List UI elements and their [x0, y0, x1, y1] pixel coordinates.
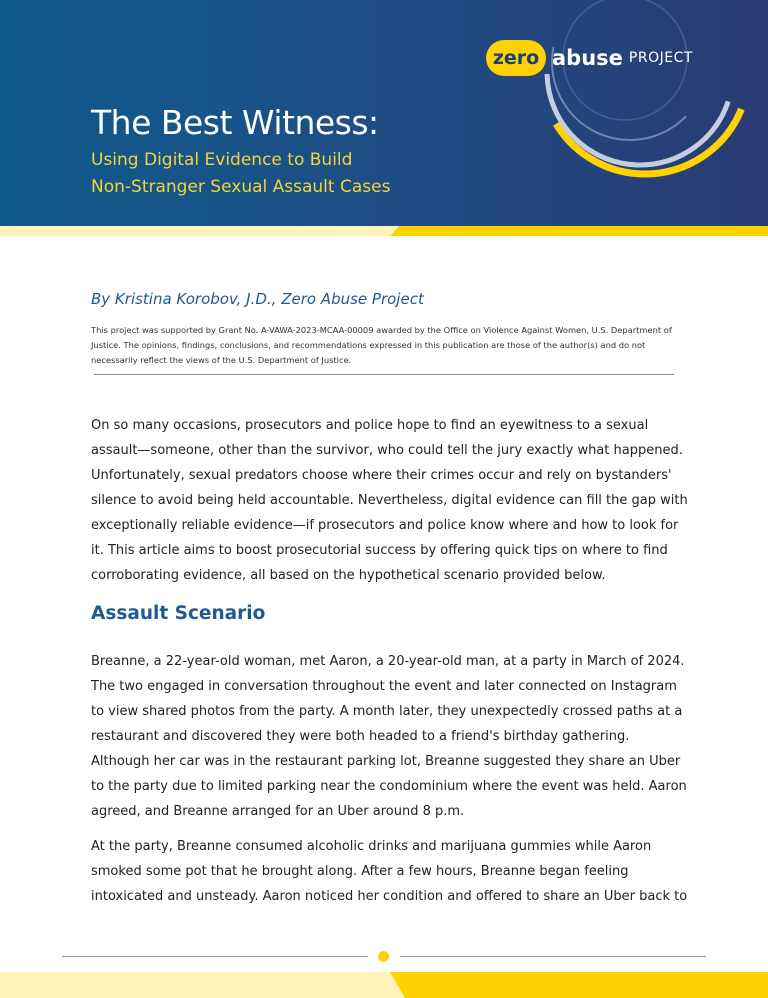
header-banner: [0, 0, 768, 232]
logo-project: PROJECT: [628, 50, 693, 66]
scenario-paragraph-1: Breanne, a 22-year-old woman, met Aaron, a 20-year-old man, at a party in March of 2024. The two engaged in conversation throughout the event and later connected on Instagram to view shared photos from the party. A month later, they unexpectedly crossed paths at a restaurant and discovered they were both headed to a friend's birthday gathering. Although her car was in the restaurant parking lot, Breanne suggested they share an Uber to the party due to limited parking near the condominium where the event was held. Aaron agreed, and Breanne arranged for an Uber around 8 p.m.: [91, 654, 687, 819]
grant-disclaimer: This project was supported by Grant No. A-VAWA-2023-MCAA-00009 awarded by the Office on Violence Against Women, U.S. Department of Justice. The opinions, findings, conclusions, and recommendations expressed in this publication are those of the author(s) and do not necessarily reflect the views of the U.S. Department of Justice.: [91, 325, 672, 365]
zero-abuse-project-logo: [486, 40, 693, 76]
subtitle-line-2: Non-Stranger Sexual Assault Cases: [91, 177, 391, 197]
page-title: The Best Witness:: [91, 103, 379, 142]
page-subtitle: [91, 147, 511, 201]
scenario-paragraph-2: At the party, Breanne consumed alcoholic drinks and marijuana gummies while Aaron smoked some pot that he brought along. After a few hours, Breanne began feeling intoxicated and unsteady. Aaron noticed her condition and offered to share an Uber back to: [91, 839, 688, 904]
logo-abuse: abuse: [552, 46, 623, 70]
header-accent-strip: [0, 226, 768, 236]
footer-line-right: [400, 956, 706, 957]
footer-dot: [378, 951, 389, 962]
logo-zero: zero: [486, 40, 546, 76]
section-heading: Assault Scenario: [91, 603, 266, 624]
subtitle-line-1: Using Digital Evidence to Build: [91, 150, 353, 170]
footer-accent-band: [0, 972, 768, 998]
author-byline: By Kristina Korobov, J.D., Zero Abuse Project: [91, 290, 424, 308]
intro-paragraph: On so many occasions, prosecutors and police hope to find an eyewitness to a sexual assault—someone, other than the survivor, who could tell the jury exactly what happened. Unfortunately, sexual predators choose where their crimes occur and rely on bystanders' silence to avoid being held accountable. Nevertheless, digital evidence can fill the gap with exceptionally reliable evidence—if prosecutors and police know where and how to look for it. This article aims to boost prosecutorial success by offering quick tips on where to find corroborating evidence, all based on the hypothetical scenario provided below.: [91, 418, 688, 583]
footer-line-left: [62, 956, 368, 957]
divider-rule: [94, 374, 674, 375]
